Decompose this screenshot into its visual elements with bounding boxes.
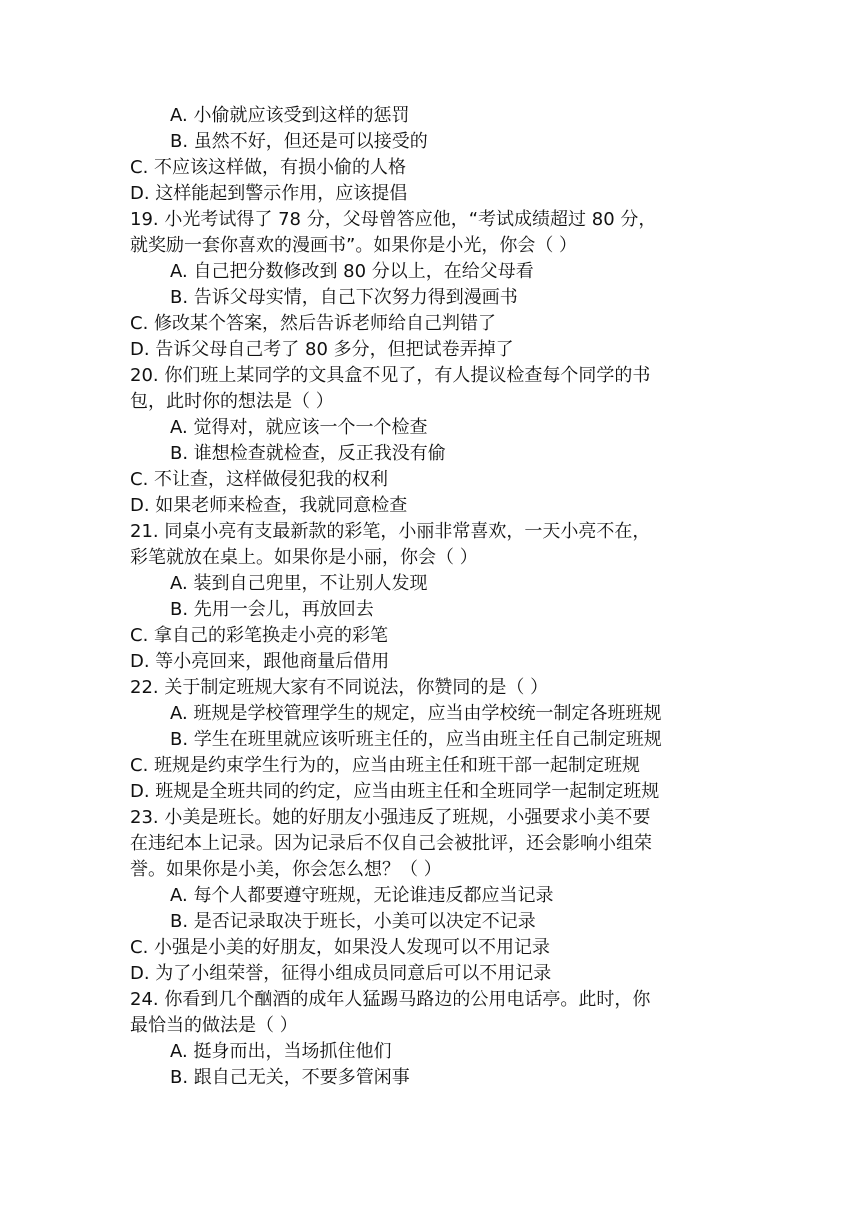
answer-option-d: D. 班规是全班共同的约定，应当由班主任和全班同学一起制定班规 — [130, 781, 660, 802]
answer-option-b: B. 是否记录取决于班长，小美可以决定不记录 — [170, 911, 536, 932]
answer-option-c: C. 班规是约束学生行为的，应当由班主任和班干部一起制定班规 — [130, 755, 641, 776]
answer-option-b: B. 跟自己无关，不要多管闲事 — [170, 1067, 410, 1088]
question-stem-continuation: 就奖励一套你喜欢的漫画书”。如果你是小光，你会（ ） — [130, 235, 578, 256]
answer-option-a: A. 挺身而出，当场抓住他们 — [170, 1041, 392, 1062]
answer-option-b: B. 虽然不好，但还是可以接受的 — [170, 131, 428, 152]
question-stem-continuation: 在违纪本上记录。因为记录后不仅自己会被批评，还会影响小组荣 — [130, 833, 652, 854]
answer-option-a: A. 觉得对，就应该一个一个检查 — [170, 417, 428, 438]
answer-option-b: B. 谁想检查就检查，反正我没有偷 — [170, 443, 446, 464]
answer-option-d: D. 为了小组荣誉，征得小组成员同意后可以不用记录 — [130, 963, 552, 984]
answer-option-d: D. 等小亮回来，跟他商量后借用 — [130, 651, 390, 672]
question-stem-continuation: 彩笔就放在桌上。如果你是小丽，你会（ ） — [130, 547, 478, 568]
answer-option-c: C. 不应该这样做，有损小偷的人格 — [130, 157, 407, 178]
answer-option-c: C. 不让查，这样做侵犯我的权利 — [130, 469, 389, 490]
question-stem-continuation: 最恰当的做法是（ ） — [130, 1015, 298, 1036]
answer-option-a: A. 自己把分数修改到 80 分以上，在给父母看 — [170, 261, 534, 282]
question-stem: 24. 你看到几个酗酒的成年人猛踢马路边的公用电话亭。此时，你 — [130, 989, 651, 1010]
question-stem-continuation: 誉。如果你是小美，你会怎么想？（ ） — [130, 859, 442, 880]
answer-option-a: A. 每个人都要遵守班规，无论谁违反都应当记录 — [170, 885, 554, 906]
question-stem: 23. 小美是班长。她的好朋友小强违反了班规，小强要求小美不要 — [130, 807, 651, 828]
question-content — [130, 103, 734, 1091]
question-stem: 22. 关于制定班规大家有不同说法，你赞同的是（ ） — [130, 677, 549, 698]
question-stem: 21. 同桌小亮有支最新款的彩笔，小丽非常喜欢，一天小亮不在， — [130, 521, 651, 542]
answer-option-b: B. 先用一会儿，再放回去 — [170, 599, 374, 620]
answer-option-c: C. 拿自己的彩笔换走小亮的彩笔 — [130, 625, 389, 646]
question-stem-continuation: 包，此时你的想法是（ ） — [130, 391, 334, 412]
question-stem: 19. 小光考试得了 78 分，父母曾答应他，“考试成绩超过 80 分， — [130, 209, 657, 230]
answer-option-c: C. 修改某个答案，然后告诉老师给自己判错了 — [130, 313, 497, 334]
answer-option-c: C. 小强是小美的好朋友，如果没人发现可以不用记录 — [130, 937, 551, 958]
answer-option-d: D. 这样能起到警示作用，应该提倡 — [130, 183, 408, 204]
answer-option-d: D. 告诉父母自己考了 80 多分，但把试卷弄掉了 — [130, 339, 514, 360]
answer-option-b: B. 告诉父母实情，自己下次努力得到漫画书 — [170, 287, 518, 308]
answer-option-a: A. 班规是学校管理学生的规定，应当由学校统一制定各班班规 — [170, 703, 662, 724]
answer-option-d: D. 如果老师来检查，我就同意检查 — [130, 495, 408, 516]
answer-option-a: A. 装到自己兜里，不让别人发现 — [170, 573, 428, 594]
answer-option-b: B. 学生在班里就应该听班主任的，应当由班主任自己制定班规 — [170, 729, 662, 750]
answer-option-a: A. 小偷就应该受到这样的惩罚 — [170, 105, 410, 126]
question-stem: 20. 你们班上某同学的文具盒不见了，有人提议检查每个同学的书 — [130, 365, 651, 386]
